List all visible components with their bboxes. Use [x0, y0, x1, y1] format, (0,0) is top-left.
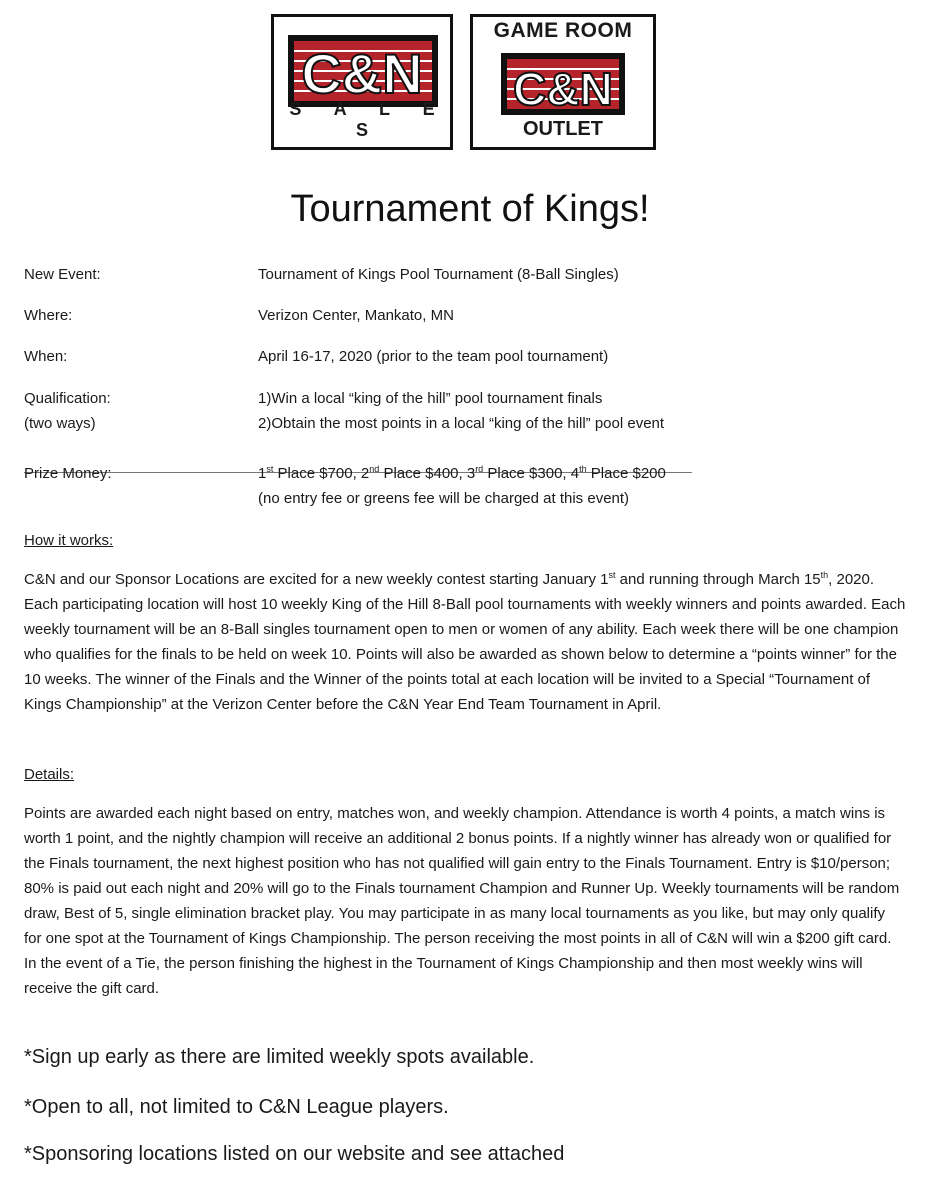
svg-text:C&N: C&N — [301, 42, 423, 105]
page-title: Tournament of Kings! — [290, 188, 650, 230]
note-open: *Open to all, not limited to C&N League players. — [24, 1096, 449, 1118]
qualification-label: Qualification: — [24, 390, 111, 407]
qualification-line-2: 2)Obtain the most points in a local “king of the hill” pool event — [258, 415, 665, 432]
how-it-works-paragraph: C&N and our Sponsor Locations are excited for a new weekly contest starting January 1st and running through March 15th, 2020. Each participating location will host 10 weekly King of the Hill 8-Ball pool tournaments with weekly winners and points awarded. Each weekly tournament will be an 8-Ball singles tournament open to men or women of any ability. Each week there will be one champion who qualifies for the finals to be held on week 10. Points will also be awarded as shown below to determine a “points winner” for the 10 weeks. The winner of the Finals and the Winner of the points total at each location will be invited to a Special “Tournament of Kings Championship” at the Verizon Center before the C&N Year End Team Tournament in April. — [24, 570, 906, 713]
where-label: Where: — [24, 307, 73, 324]
prize-money-label: Prize Money: — [24, 465, 112, 482]
where-value: Verizon Center, Mankato, MN — [258, 307, 454, 324]
new-event-value: Tournament of Kings Pool Tournament (8-Ball Singles) — [258, 266, 619, 283]
prize-places: 1st Place $700, 2nd Place $400, 3rd Place $300, 4th Place $200 — [258, 464, 666, 482]
svg-text:C&N: C&N — [513, 63, 613, 115]
how-it-works-heading: How it works: — [24, 532, 114, 549]
qualification-sublabel: (two ways) — [24, 415, 96, 432]
when-value: April 16-17, 2020 (prior to the team pool tournament) — [258, 348, 609, 365]
details-heading: Details: — [24, 766, 75, 783]
details-paragraph: Points are awarded each night based on entry, matches won, and weekly champion. Attendance is worth 4 points, a match wins is worth 1 point, and the nightly champion will receive an additional 2 bonus points. If a nightly winner has already won or qualified for the Finals tournament, the next highest position who has not qualified will gain entry to the Finals Tournament. Entry is $10/person; 80% is paid out each night and 20% will go to the Finals tournament Champion and Runner Up. Weekly tournaments will be random draw, Best of 5, single elimination bracket play. You may participate in as many local tournaments as you like, but may only qualify for one spot at the Tournament of Kings Championship. The person receiving the most points in all of C&N will win a $200 gift card. In the event of a Tie, the person finishing the highest in the Tournament of Kings Championship and then most weekly wins will receive the gift card. — [24, 805, 900, 997]
note-signup: *Sign up early as there are limited weekly spots available. — [24, 1046, 535, 1068]
new-event-label: New Event: — [24, 266, 101, 283]
game-room-caption: GAME ROOM — [493, 19, 633, 42]
when-label: When: — [24, 348, 68, 365]
game-room-outlet-logo — [470, 14, 656, 150]
outlet-caption: OUTLET — [523, 118, 603, 140]
cn-sales-logo — [271, 14, 453, 150]
cn-outlet-mark — [473, 47, 653, 127]
cn-sales-caption: S A L E S — [289, 99, 449, 140]
note-locations: *Sponsoring locations listed on our website and see attached — [24, 1143, 565, 1165]
qualification-line-1: 1)Win a local “king of the hill” pool tournament finals — [258, 390, 603, 407]
prize-note: (no entry fee or greens fee will be charged at this event) — [258, 490, 630, 507]
